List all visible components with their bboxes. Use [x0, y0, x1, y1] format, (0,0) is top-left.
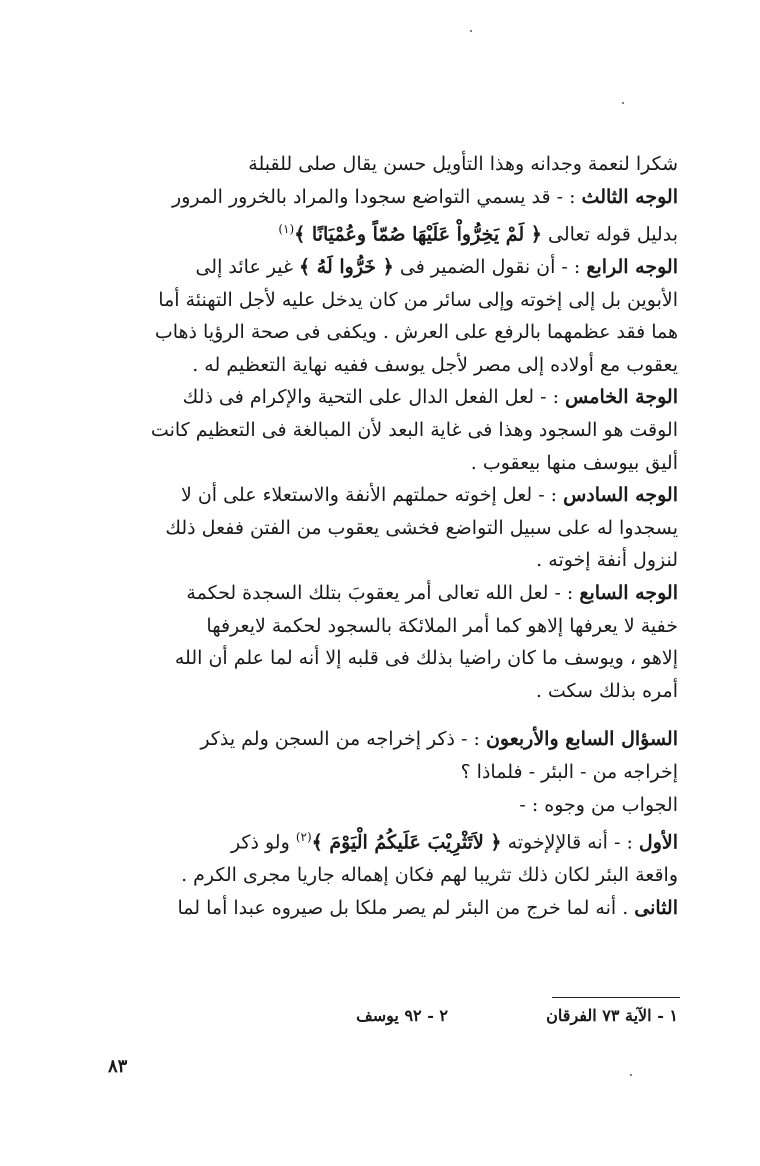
- line-text: يسجدوا له على سبيل التواضع فخشى يعقوب من الفتن ففعل ذلك: [165, 516, 678, 539]
- line-text: بدليل قوله تعالى: [541, 223, 678, 246]
- line-tail: غير عائد إلى: [195, 256, 300, 279]
- line-text: أليق بيوسف منها بيعقوب .: [470, 451, 678, 474]
- text-line: [92, 577, 678, 610]
- line-text: واقعة البئر لكان ذلك تثريبا لهم فكان إهماله جاريا مجرى الكرم .: [181, 864, 678, 887]
- footnote-1: ١ - الآية ٧٣ الفرقان: [546, 1006, 678, 1025]
- section-heading: الوجه الثالث: [581, 185, 678, 208]
- section-heading: السؤال السابع والأربعون: [485, 728, 678, 751]
- line-text: شكرا لنعمة وجدانه وهذا التأويل حسن يقال صلى للقبلة: [248, 153, 678, 175]
- text-line: [92, 479, 678, 512]
- section-heading: الثانى: [634, 896, 678, 919]
- footnote-2: ٢ - ٩٢ يوسف: [356, 1006, 448, 1025]
- line-text: يعقوب مع أولاده إلى مصر لأجل يوسف ففيه نهاية التعظيم له .: [192, 353, 678, 376]
- text-line: [92, 756, 678, 789]
- line-text: الأبوين بل إلى إخوته وإلى سائر من كان يدخل عليه لأجل التهنئة أما: [158, 288, 678, 311]
- line-text: : - قد يسمي التواضع سجودا والمراد بالخرور المرور: [172, 185, 582, 208]
- line-text: هما فقد عظمهما بالرفع على العرش . ويكفى فى صحة الرؤيا ذهاب: [154, 321, 678, 344]
- text-line: [92, 251, 678, 284]
- scan-speck: [470, 30, 472, 32]
- line-text: إلاهو ، ويوسف ما كان راضيا بذلك فى قلبه إلا أنه لما علم أن الله: [174, 647, 678, 670]
- text-line: [92, 213, 678, 251]
- line-text: الوقت هو السجود وهذا فى غاية البعد لأن المبالغة فى التعظيم كانت: [150, 419, 678, 442]
- footnote-reference: (١): [278, 222, 295, 237]
- line-text: لنزول أنفة إخوته .: [536, 549, 678, 572]
- scan-speck: [622, 102, 624, 104]
- line-text: : - لعل الله تعالى أمر يعقوبَ بتلك السجدة لحكمة: [186, 582, 580, 605]
- line-text: . أنه لما خرج من البئر لم يصر ملكا بل صيروه عبدا أما لما: [177, 896, 635, 919]
- section-heading: الوجه السابع: [579, 582, 678, 605]
- text-line: [92, 447, 678, 480]
- text-line: [92, 892, 678, 925]
- line-text: : - لعل إخوته حملتهم الأنفة والاستعلاء على أن لا: [180, 484, 564, 507]
- text-line: [92, 642, 678, 675]
- section-heading: الأول: [638, 831, 678, 854]
- text-line: [92, 789, 678, 822]
- text-line: [92, 148, 678, 181]
- line-text: خفية لا يعرفها إلاهو كما أمر الملائكة بالسجود لحكمة لايعرفها: [206, 614, 678, 637]
- main-text-block: [92, 148, 678, 924]
- line-tail: ولو ذكر: [230, 831, 296, 854]
- quran-verse: ﴿ لَمْ يَخِرُّواْ عَلَيْهَا صُمّاً وعُمْيَانًا ﴾: [294, 223, 542, 246]
- text-line: [92, 414, 678, 447]
- text-line: [92, 381, 678, 414]
- text-line: [92, 349, 678, 382]
- text-line: [92, 723, 678, 756]
- text-line: [92, 284, 678, 317]
- line-text: الجواب من وجوه : -: [519, 793, 678, 816]
- line-text: أمره بذلك سكت .: [535, 679, 678, 702]
- quran-verse: ﴿ خَرُّوا لَهُ ﴾: [299, 256, 394, 279]
- line-text: : - أن نقول الضمير فى: [393, 256, 587, 279]
- text-line: [92, 316, 678, 349]
- footnote-separator: [552, 997, 680, 998]
- quran-verse: ﴿ لاَتَثْرِيْبَ عَلَيكُمُ الْيَوْمَ ﴾: [311, 831, 502, 854]
- line-text: : - أنه قالإلإخوته: [501, 831, 639, 854]
- text-line: [92, 512, 678, 545]
- line-text: : - لعل الفعل الدال على التحية والإكرام فى ذلك: [182, 386, 566, 409]
- section-heading: الوجة الخامس: [565, 386, 678, 409]
- line-text: : - ذكر إخراجه من السجن ولم يذكر: [200, 728, 486, 751]
- section-heading: الوجه الرابع: [586, 256, 678, 279]
- scan-speck: [630, 1074, 632, 1076]
- text-line: [92, 610, 678, 643]
- text-line: [92, 859, 678, 892]
- text-line: [92, 181, 678, 214]
- section-heading: الوجه السادس: [563, 484, 678, 507]
- page-number: ٨٣: [108, 1056, 128, 1077]
- line-text: إخراجه من - البئر - فلماذا ؟: [460, 761, 678, 784]
- text-line: [92, 544, 678, 577]
- text-line: [92, 675, 678, 708]
- footnote-reference: (٢): [295, 830, 312, 845]
- text-line: [92, 821, 678, 859]
